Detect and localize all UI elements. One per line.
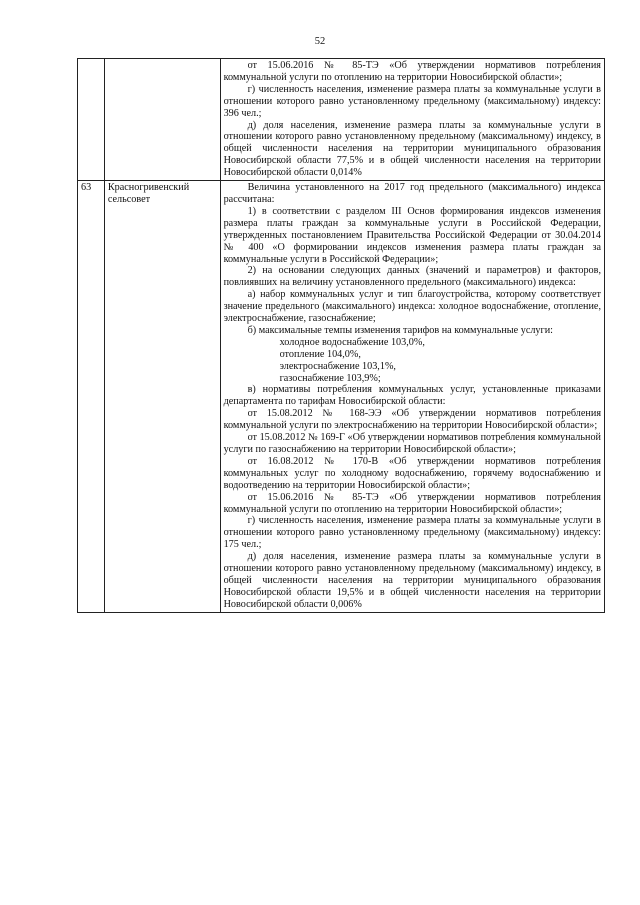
tariff-item: электроснабжение 103,1%, [279, 360, 396, 372]
municipality-name: Красногривенский сельсовет [104, 181, 220, 613]
paragraph: от 15.08.2012 № 168-ЭЭ «Об утверждении нормативов потребления коммунальной услуги по электроснабжению на территории Новосибирской области»; [223, 408, 601, 432]
row-description [220, 59, 604, 181]
paragraph: Величина установленного на 2017 год предельного (максимального) индекса рассчитана: [223, 182, 601, 205]
row-description [220, 181, 604, 613]
page-number: 52 [314, 36, 326, 47]
paragraph: д) доля населения, изменение размера платы за коммунальные услуги в отношении которого равно установленному предельному (максимальному) индексу, в общей численности населения на территории муниципального образования Новосибирской области 19,5% и в общей численности населения на территории Новосибирской области 0,006% [223, 551, 601, 610]
indices-table [77, 58, 605, 613]
table-row [78, 181, 605, 613]
paragraph: от 15.08.2012 № 169-Г «Об утверждении нормативов потребления коммунальной услуги по газоснабжению на территории Новосибирской области»; [223, 432, 601, 455]
tariff-item: газоснабжение 103,9%; [279, 372, 381, 384]
tariff-item: отопление 104,0%, [279, 348, 361, 360]
paragraph: от 15.06.2016 № 85-ТЭ «Об утверждении нормативов потребления коммунальной услуги по отоплению на территории Новосибирской области»; [223, 60, 601, 83]
paragraph: в) нормативы потребления коммунальных услуг, установленные приказами департамента по тарифам Новосибирской области: [223, 384, 601, 408]
paragraph: д) доля населения, изменение размера платы за коммунальные услуги в отношении которого равно установленному предельному (максимальному) индексу, в общей численности населения на территории муниципального образования Новосибирской области 77,5% и в общей численности населения на территории Новосибирской области 0,014% [223, 119, 601, 179]
paragraph: г) численность населения, изменение размера платы за коммунальные услуги в отношении которого равно установленному предельному (максимальному) индексу: 396 чел.; [223, 83, 601, 119]
row-number: 63 [78, 181, 105, 613]
paragraph: от 15.06.2016 № 85-ТЭ «Об утверждении нормативов потребления коммунальной услуги по отоплению на территории Новосибирской области»; [223, 491, 601, 515]
tariff-item: холодное водоснабжение 103,0%, [279, 336, 425, 348]
paragraph: 2) на основании следующих данных (значений и параметров) и факторов, повлиявших на величину установленного предельного (максимального) индекса: [223, 265, 601, 289]
paragraph: а) набор коммунальных услуг и тип благоустройства, которому соответствует значение предельного (максимального) индекса: холодное водоснабжение, отопление, электроснабжение, газоснабжение; [223, 289, 601, 325]
paragraph: г) численность населения, изменение размера платы за коммунальные услуги в отношении которого равно установленному предельному (максимальному) индексу: 175 чел.; [223, 515, 601, 551]
municipality-name [104, 59, 220, 181]
table-row [78, 59, 605, 181]
paragraph: 1) в соответствии с разделом III Основ формирования индексов изменения размера платы граждан за коммунальные услуги в Российской Федерации, утвержденных постановлением Правительства Российской Федерации от 30.04.2014 № 400 «О формировании индексов изменения размера платы граждан за коммунальные услуги в Российской Федерации»; [223, 205, 601, 265]
paragraph: от 16.08.2012 № 170-В «Об утверждении нормативов потребления коммунальных услуг по холодному водоснабжению, горячему водоснабжению и водоотведению на территории Новосибирской области»; [223, 455, 601, 491]
paragraph: б) максимальные темпы изменения тарифов на коммунальные услуги: [247, 324, 553, 336]
row-number [78, 59, 105, 181]
